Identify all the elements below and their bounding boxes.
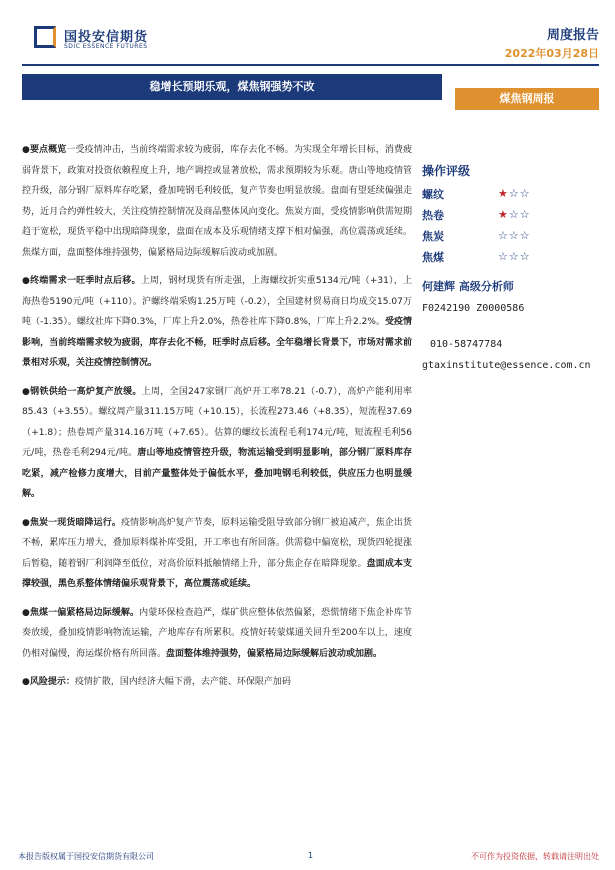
company-name: 国投安信期货 xyxy=(64,30,149,45)
empty-star-icon: ☆ xyxy=(508,229,520,242)
rating-row xyxy=(422,183,602,204)
paragraph-body: 内蒙环保检查趋严，煤矿供应整体依然偏紧，恐慌情绪下焦企补库节奏放缓，叠加疫情影响物流运输，产地库存有所累积。疫情好转蒙煤通关回升至200车以上，速度仍相对偏慢，海运煤价格有所回落。 xyxy=(22,607,412,659)
empty-star-icon: ☆ xyxy=(508,187,520,200)
rating-row xyxy=(422,225,602,246)
disclaimer-notice: 不可作为投资依据，转载请注明出处 xyxy=(471,852,599,861)
summary-column xyxy=(22,140,412,701)
star-rating-icon xyxy=(498,250,531,263)
company-logo-icon xyxy=(34,26,56,48)
paragraph-conclusion: 盘面整体维持强势，偏紧格局边际缓解后波动或加剧。 xyxy=(166,648,383,659)
paragraph-conclusion: 盘面成本支撑较强，黑色系整体情绪偏乐观背景下，高位震荡或延续。 xyxy=(22,558,412,589)
rating-row xyxy=(422,204,602,225)
filled-star-icon: ★ xyxy=(498,187,509,200)
star-rating-icon xyxy=(498,229,531,242)
paragraph-conclusion: 受疫情影响，当前终端需求较为疲弱，库存去化不畅，旺季时点后移。全年稳增长背景下，市场对需求前景相对乐观，关注疫情控制情况。 xyxy=(22,317,412,368)
analyst-name: 何建辉 高级分析师 xyxy=(422,280,514,293)
analyst-codes: F0242190 Z0000586 xyxy=(422,303,525,314)
star-rating-icon xyxy=(498,208,531,221)
star-rating-icon xyxy=(498,187,531,200)
paragraph-heading: ●终端需求一旺季时点后移。 xyxy=(22,276,141,286)
rating-title: 操作评级 xyxy=(422,164,471,178)
empty-star-icon: ☆ xyxy=(498,250,509,263)
paragraph-body: 上周，钢材现货有所走强，上海螺纹折实重5134元/吨（+31），上海热卷5190元/吨（+110）。沪螺终端采购1.25万吨（-0.2），全国建材贸易商日均成交15.07万吨（-1.35）。螺纹社库下降0.3%，厂库上升2.0%，热卷社库下降0.8%，厂库上升2.2%。 xyxy=(22,276,412,327)
paragraph-heading: ●焦煤一偏紧格局边际缓解。 xyxy=(22,607,140,618)
empty-star-icon: ☆ xyxy=(519,250,531,263)
paragraph-overview xyxy=(22,140,412,263)
analyst-phone: 010-58747784 xyxy=(430,339,503,350)
paragraph-demand xyxy=(22,271,412,374)
company-name-en: SDIC ESSENCE FUTURES xyxy=(64,43,148,50)
empty-star-icon: ☆ xyxy=(498,229,509,242)
analyst-email: gtaxinstitute@essence.com.cn xyxy=(422,360,591,371)
operation-rating xyxy=(422,162,602,267)
rating-item-name: 螺纹 xyxy=(422,187,444,201)
paragraph-body: 一受疫情冲击，当前终端需求较为疲弱，库存去化不畅。为实现全年增长目标，消费疲弱背景下，政策对投资依赖程度上升，地产调控或显著放松，需求预期较为乐观。唐山等地疫情管控升级，部分钢厂原料库存吃紧，叠加吨钢毛利较低，复产节奏也明显放缓。盘面有望延续偏强走势，近月合约弹性较大，关注疫情控制情况及商品整体风向变化。焦炭方面，受疫情影响供需短期趋于宽松，现货平稳中出现暗降现象，盘面在成本及乐观情绪支撑下相对偏强，高位震荡或延续。焦煤方面，盘面整体维持强势，偏紧格局边际缓解后波动或加剧。 xyxy=(22,145,412,258)
paragraph-body: 疫情影响高炉复产节奏，原料运输受阻导致部分钢厂被迫减产，焦企出货不畅，累库压力增大，叠加原料煤补库受阻，开工率也有所回落。供需稳中偏宽松，现货四轮提涨后暂稳，随着钢厂利润降至低位，对高价原料抵触情绪上升，部分焦企存在暗降现象。 xyxy=(22,517,412,569)
paragraph-conclusion: 唐山等地疫情管控升级，物流运输受到明显影响，部分钢厂原料库存吃紧，减产检修力度增大，目前产量整体处于偏低水平，叠加吨钢毛利较低，供应压力也明显缓解。 xyxy=(22,448,412,499)
paragraph-coking-coal xyxy=(22,603,412,665)
paragraph-heading: ●要点概览 xyxy=(22,145,67,155)
report-title: 稳增长预期乐观，煤焦钢强势不改 xyxy=(22,74,442,100)
column-tag: 煤焦钢周报 xyxy=(455,88,599,110)
page-number: 1 xyxy=(308,851,314,860)
rating-item-name: 焦煤 xyxy=(422,250,444,264)
empty-star-icon: ☆ xyxy=(508,208,520,221)
paragraph-supply xyxy=(22,382,412,505)
rating-row xyxy=(422,246,602,267)
paragraph-coke xyxy=(22,513,412,595)
header-divider xyxy=(22,64,599,66)
paragraph-body: 上周，全国247家钢厂高炉开工率78.21（-0.7），高炉产能利用率85.43（+3.55）。螺纹周产量311.15万吨（+10.15），长流程273.46（+8.35），短流程37.69（+1.8）；热卷周产量314.16万吨（+7.65）。估算的螺纹长流程毛利174元/吨，短流程毛利56元/吨，热卷毛利294元/吨。 xyxy=(22,386,412,458)
paragraph-heading: ●焦炭一现货暗降运行。 xyxy=(22,517,121,528)
paragraph-body: 疫情扩散，国内经济大幅下滑，去产能、环保限产加码 xyxy=(74,677,291,687)
rating-item-name: 热卷 xyxy=(422,208,444,222)
paragraph-heading: ●钢铁供给一高炉复产放缓。 xyxy=(22,386,142,397)
empty-star-icon: ☆ xyxy=(508,250,520,263)
empty-star-icon: ☆ xyxy=(519,208,531,221)
empty-star-icon: ☆ xyxy=(519,229,531,242)
paragraph-heading: ●风险提示： xyxy=(22,677,75,687)
filled-star-icon: ★ xyxy=(498,208,509,221)
report-type: 周度报告 xyxy=(546,28,599,43)
rating-item-name: 焦炭 xyxy=(422,229,444,243)
copyright-notice: 本报告版权属于国投安信期货有限公司 xyxy=(18,852,154,861)
empty-star-icon: ☆ xyxy=(519,187,531,200)
paragraph-risk xyxy=(22,672,412,693)
report-date: 2022年03月28日 xyxy=(504,47,599,60)
